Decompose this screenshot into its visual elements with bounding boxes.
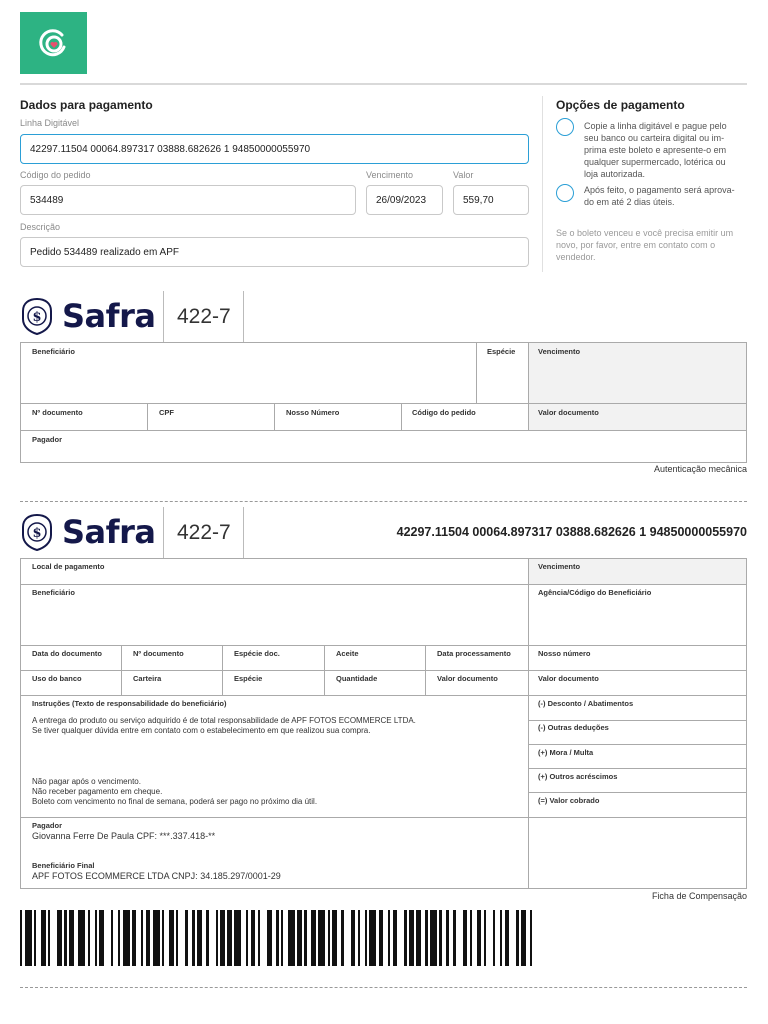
linha-digitavel-field[interactable]: [20, 134, 529, 164]
cell-title: Nº documento: [32, 408, 83, 417]
cell-nosso-numero: [529, 646, 746, 671]
bank-logo: [20, 513, 155, 551]
cell-title: Espécie: [234, 674, 263, 683]
barcode-bar: [509, 910, 516, 966]
barcode-bar: [344, 910, 351, 966]
expired-note: [556, 227, 747, 263]
pedido-value: 534489: [30, 194, 64, 206]
instrucoes-text: A entrega do produto ou serviço adquirido é de total responsabilidade de APF FOTOS ECOMMERCE LTDA.: [32, 716, 416, 725]
cell-desconto: [529, 696, 746, 721]
descricao-label: Descrição: [20, 222, 61, 232]
cell-title: (=) Valor cobrado: [538, 796, 600, 805]
option1-line: prima este boleto e apresente-o em: [584, 145, 727, 155]
beneficiario-final-value: APF FOTOS ECOMMERCE LTDA CNPJ: 34.185.297/0001-29: [32, 871, 281, 881]
receipt-table: [20, 342, 747, 463]
cell-vencimento: [529, 559, 746, 585]
pedido-field[interactable]: [20, 185, 356, 215]
cell-agencia: [529, 585, 746, 646]
barcode-bar: [123, 910, 130, 966]
safra-emblem-icon: [20, 513, 54, 551]
cell-cpf: [148, 404, 275, 431]
cell-local-pagamento: [21, 559, 529, 585]
radio-empty-icon[interactable]: [556, 184, 574, 202]
cell-outras-deducoes: [529, 721, 746, 745]
boleto-table: [20, 558, 747, 889]
cell-title: Vencimento: [538, 347, 581, 356]
cell-instrucoes: [21, 696, 529, 818]
cell-title: Valor documento: [538, 408, 599, 417]
note-line: novo, por favor, entre em contato com o: [556, 240, 716, 250]
option2-text: [584, 184, 746, 208]
cell-mora: [529, 745, 746, 769]
barcode-bar: [25, 910, 32, 966]
options-title: Opções de pagamento: [556, 98, 685, 112]
divider: [20, 83, 747, 85]
barcode-bar: [209, 910, 216, 966]
warning-text: Boleto com vencimento no final de semana, poderá ser pago no próximo dia útil.: [32, 797, 318, 806]
barcode-bar: [178, 910, 185, 966]
ficha-label: Ficha de Compensação: [651, 891, 747, 901]
brand-logo: [20, 12, 87, 74]
note-line: Se o boleto venceu e você precisa emitir um: [556, 228, 734, 238]
linha-digitavel-label: Linha Digitável: [20, 118, 80, 128]
bank-name: Safra: [62, 513, 156, 551]
cell-pagador: [21, 431, 746, 462]
cell-valor-documento: [529, 671, 746, 696]
pedido-label: Código do pedido: [20, 170, 91, 180]
cell-title: Nosso Número: [286, 408, 340, 417]
linha-digitavel-value: 42297.11504 00064.897317 03888.682626 1 94850000055970: [30, 143, 311, 155]
barcode-bar: [104, 910, 111, 966]
cell-title: Beneficiário: [32, 347, 75, 356]
cell-carteira: [122, 671, 223, 696]
vencimento-label: Vencimento: [366, 170, 414, 180]
vencimento-field[interactable]: [366, 185, 443, 215]
cell-aceite: [325, 646, 426, 671]
option1-text: [584, 120, 746, 180]
valor-field[interactable]: [453, 185, 529, 215]
digitable-line[interactable]: 42297.11504 00064.897317 03888.682626 1 94850000055970: [396, 525, 747, 539]
barcode-bar: [50, 910, 57, 966]
cell-nosso-numero: [275, 404, 402, 431]
option1-line: qualquer supermercado, lotérica ou: [584, 157, 726, 167]
barcode-bar: [532, 910, 534, 966]
cell-title: Beneficiário Final: [32, 861, 95, 870]
barcode: [20, 910, 536, 966]
barcode-bar: [234, 910, 241, 966]
cell-especie: [223, 671, 325, 696]
cell-title: Data do documento: [32, 649, 103, 658]
cell-title: Pagador: [32, 435, 63, 444]
cell-n-documento: [21, 404, 148, 431]
barcode-bar: [260, 910, 267, 966]
barcode-bar: [318, 910, 325, 966]
cut-line: [20, 987, 747, 988]
instrucoes-text: Se tiver qualquer dúvida entre em contato com o estabelecimento em que realizou sua compra.: [32, 726, 371, 735]
autenticacao-label: Autenticação mecânica: [653, 464, 747, 474]
cell-especie-doc: [223, 646, 325, 671]
bank-name: Safra: [62, 297, 156, 335]
cell-valor-documento: [529, 404, 746, 431]
option2-line: do em até 2 dias úteis.: [584, 197, 675, 207]
cell-title: Uso do banco: [32, 674, 82, 683]
cell-title: (-) Desconto / Abatimentos: [538, 699, 634, 708]
cell-uso-banco: [21, 671, 122, 696]
cell-title: Data processamento: [437, 649, 511, 658]
cell-title: Local de pagamento: [32, 562, 105, 571]
safra-emblem-icon: [20, 297, 54, 335]
valor-label: Valor: [453, 170, 474, 180]
bank-code: 422-7: [177, 305, 231, 328]
bank-logo: [20, 297, 155, 335]
option1-line: Copie a linha digitável e pague pelo: [584, 121, 727, 131]
option1-line: loja autorizada.: [584, 169, 646, 179]
barcode-bar: [369, 910, 376, 966]
cell-beneficiario: [21, 343, 477, 404]
barcode-bar: [288, 910, 295, 966]
cell-title: CPF: [159, 408, 174, 417]
cell-valor-cobrado: [529, 793, 746, 818]
cell-beneficiario: [21, 585, 529, 646]
barcode-bar: [153, 910, 160, 966]
cell-title: Valor documento: [437, 674, 498, 683]
barcode-bar: [456, 910, 463, 966]
option2-line: Após feito, o pagamento será aprova-: [584, 185, 735, 195]
barcode-bar: [430, 910, 437, 966]
cell-quantidade: [325, 671, 426, 696]
cell-title: Instruções (Texto de responsabilidade do beneficiário): [32, 699, 227, 708]
cell-title: Nosso número: [538, 649, 591, 658]
radio-empty-icon[interactable]: [556, 118, 574, 136]
warning-text: Não pagar após o vencimento.: [32, 777, 141, 786]
cell-data-documento: [21, 646, 122, 671]
barcode-bar: [78, 910, 85, 966]
barcode-bar: [486, 910, 493, 966]
vencimento-value: 26/09/2023: [376, 194, 427, 206]
note-line: vendedor.: [556, 252, 596, 262]
cell-vencimento: [529, 343, 746, 404]
cell-title: Vencimento: [538, 562, 581, 571]
option1-line: seu banco ou carteira digital ou im-: [584, 133, 725, 143]
cell-data-processamento: [426, 646, 529, 671]
svg-text:$: $: [32, 310, 42, 325]
divider: [163, 291, 164, 342]
cell-valor-documento-mid: [426, 671, 529, 696]
barcode-bar: [397, 910, 404, 966]
valor-value: 559,70: [463, 194, 494, 206]
cell-outros-acrescimos: [529, 769, 746, 793]
cell-codigo-pedido: [402, 404, 529, 431]
cell-title: (+) Mora / Multa: [538, 748, 594, 757]
warning-text: Não receber pagamento em cheque.: [32, 787, 163, 796]
cell-title: Espécie: [487, 347, 516, 356]
at-heart-icon: [37, 26, 71, 60]
pagador-value: Giovanna Ferre De Paula CPF: ***.337.418-**: [32, 831, 216, 841]
cell-title: Nº documento: [133, 649, 184, 658]
cell-title: Quantidade: [336, 674, 378, 683]
cut-line: [20, 501, 747, 502]
cell-title: Agência/Código do Beneficiário: [538, 588, 652, 597]
cell-title: Pagador: [32, 821, 63, 830]
cell-title: Código do pedido: [412, 408, 476, 417]
cell-n-documento: [122, 646, 223, 671]
cell-title: Beneficiário: [32, 588, 75, 597]
descricao-field[interactable]: [20, 237, 529, 267]
bank-code: 422-7: [177, 521, 231, 544]
cell-title: (-) Outras deduções: [538, 723, 609, 732]
cell-especie: [477, 343, 529, 404]
vertical-divider: [542, 96, 543, 272]
divider: [243, 291, 244, 342]
cell-pagador: [21, 818, 529, 888]
cell-title: Valor documento: [538, 674, 599, 683]
payment-section-title: Dados para pagamento: [20, 98, 153, 112]
divider: [163, 507, 164, 558]
cell-title: (+) Outros acréscimos: [538, 772, 618, 781]
cell-title: Aceite: [336, 649, 359, 658]
divider: [243, 507, 244, 558]
cell-title: Espécie doc.: [234, 649, 280, 658]
descricao-value: Pedido 534489 realizado em APF: [30, 246, 179, 258]
cell-title: Carteira: [133, 674, 162, 683]
svg-text:$: $: [32, 526, 42, 541]
